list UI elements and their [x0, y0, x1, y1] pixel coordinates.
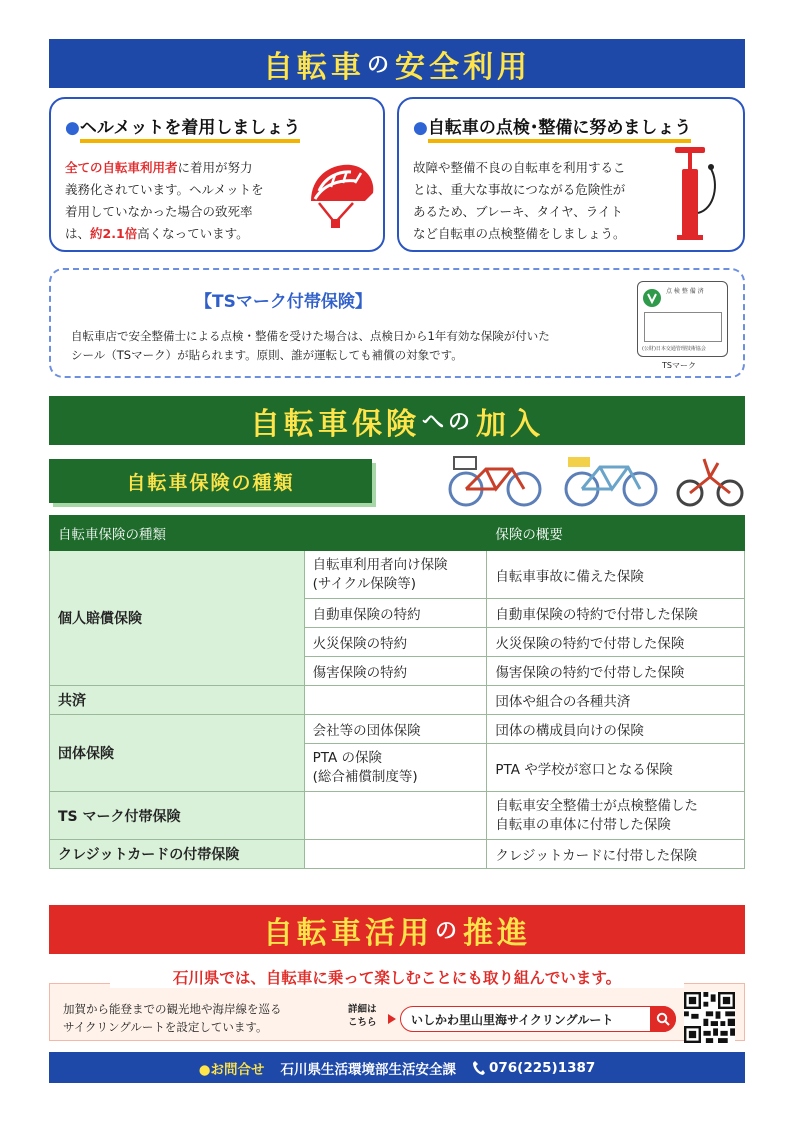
- banner-text-b: の: [434, 919, 461, 944]
- helmet-card: [49, 97, 385, 252]
- table-cell-subtype: PTA の保険 (総合補償制度等): [304, 744, 487, 792]
- detail-label-line-1: 詳細は: [348, 1004, 377, 1015]
- helmet-card-body: [65, 157, 264, 245]
- helmet-title-text: ヘルメットを着用しましょう: [80, 118, 301, 143]
- search-icon: [656, 1012, 670, 1026]
- table-cell-category: TS マーク付帯保険: [50, 792, 305, 840]
- ts-title: 【TSマーク付帯保険】: [195, 292, 372, 312]
- table-header-summary: 保険の概要: [487, 516, 745, 551]
- table-cell-desc: 自動車保険の特約で付帯した保険: [487, 599, 745, 628]
- table-cell-desc: 団体や組合の各種共済: [487, 686, 745, 715]
- section-banner-safety: [49, 39, 745, 88]
- ts-caption: TSマーク: [662, 361, 696, 370]
- table-header-row: [50, 516, 745, 551]
- section-banner-promotion: [49, 905, 745, 954]
- detail-label-line-2: こちら: [348, 1017, 377, 1028]
- table-cell-subtype: 傷害保険の特約: [304, 657, 487, 686]
- table-cell-category: 団体保険: [50, 715, 305, 792]
- insurance-types-header: 自転車保険の種類: [49, 459, 372, 503]
- inspection-line-1: 故障や整備不良の自転車を利用するこ: [413, 160, 626, 175]
- helmet-line-4a: は、: [65, 226, 91, 241]
- inspection-card-body: [413, 157, 626, 245]
- table-cell-desc: 自転車安全整備士が点検整備した 自転車の車体に付帯した保険: [487, 792, 745, 840]
- ts-mark-sticker: [637, 281, 728, 357]
- banner-text-b: の: [366, 53, 393, 78]
- table-header-type: 自転車保険の種類: [50, 516, 305, 551]
- table-row: [50, 792, 745, 840]
- helmet-emph-1: 全ての自転車利用者: [65, 160, 178, 175]
- banner-text-a: 自転車活用: [262, 915, 433, 951]
- insurance-table: [49, 515, 745, 869]
- banner-text-c: 安全利用: [395, 49, 531, 85]
- table-cell-subtype: 火災保険の特約: [304, 628, 487, 657]
- ts-body: [71, 327, 631, 365]
- table-cell-subtype: [304, 686, 487, 715]
- table-cell-desc: 火災保険の特約で付帯した保険: [487, 628, 745, 657]
- inspection-line-2: とは、重大な事故につながる危険性が: [413, 182, 626, 197]
- table-cell-desc: 団体の構成員向けの保険: [487, 715, 745, 744]
- table-row: [50, 715, 745, 744]
- bicycle-yellow-basket-icon: [562, 453, 662, 509]
- ts-sticker-org: (公財)日本交通管理技術協会: [642, 346, 706, 352]
- ts-sticker-grid: [644, 312, 722, 342]
- helmet-emph-2: 約2.1倍: [90, 226, 138, 241]
- promotion-desc: [63, 1000, 282, 1036]
- contact-phone[interactable]: 076(225)1387: [489, 1059, 596, 1076]
- table-cell-subtype: [304, 840, 487, 869]
- banner-text-c: 推進: [463, 915, 531, 951]
- helmet-line-1: に着用が努力: [177, 160, 253, 175]
- inspection-card-title: [413, 113, 691, 138]
- pump-icon: [671, 143, 727, 243]
- search-button[interactable]: [650, 1006, 676, 1032]
- bullet-icon: ●: [65, 118, 80, 138]
- contact-footer: [49, 1052, 745, 1083]
- helmet-line-2: 義務化されています。ヘルメットを: [65, 182, 264, 197]
- contact-department: 石川県生活環境部生活安全課: [280, 1061, 456, 1078]
- bicycle-basket-icon: [446, 453, 546, 509]
- table-cell-desc: クレジットカードに付帯した保険: [487, 840, 745, 869]
- inspection-title-text: 自転車の点検･整備に努めましょう: [428, 118, 692, 143]
- table-cell-subtype: 自動車保険の特約: [304, 599, 487, 628]
- phone-group[interactable]: [472, 1060, 595, 1076]
- inspection-line-4: など自転車の点検整備をしましょう。: [413, 226, 626, 241]
- table-cell-category: 個人賠償保険: [50, 551, 305, 686]
- table-cell-category: クレジットカードの付帯保険: [50, 840, 305, 869]
- promotion-headline: 石川県では、自転車に乗って楽しむことにも取り組んでいます。: [110, 966, 684, 988]
- table-row: [50, 840, 745, 869]
- table-row: [50, 686, 745, 715]
- ts-body-line-2: シール（TSマーク）が貼られます。原則、誰が運転しても補償の対象です。: [71, 348, 463, 362]
- banner-text-c: 加入: [476, 406, 544, 442]
- search-query-text[interactable]: いしかわ里山里海サイクリングルート: [411, 1013, 614, 1027]
- section-banner-insurance: [49, 396, 745, 445]
- inspection-card: [397, 97, 745, 252]
- banner-text-a: 自転車: [262, 49, 365, 85]
- table-cell-category: 共済: [50, 686, 305, 715]
- inspection-line-3: あるため、ブレーキ、タイヤ、ライト: [413, 204, 623, 219]
- bullet-icon: ●: [413, 118, 428, 138]
- qr-code-icon[interactable]: [684, 992, 735, 1043]
- banner-text-b: への: [421, 410, 474, 435]
- arrow-right-icon: [387, 1013, 397, 1025]
- helmet-line-4b: 高くなっています。: [137, 226, 249, 241]
- detail-label: [348, 1003, 377, 1029]
- promotion-desc-line-2: サイクリングルートを設定しています。: [63, 1020, 268, 1034]
- table-cell-desc: 傷害保険の特約で付帯した保険: [487, 657, 745, 686]
- ts-body-line-1: 自転車店で安全整備士による点検・整備を受けた場合は、点検日から1年有効な保険が付いた: [71, 329, 550, 343]
- table-cell-subtype: [304, 792, 487, 840]
- table-cell-desc: PTA や学校が窓口となる保険: [487, 744, 745, 792]
- promotion-desc-line-1: 加賀から能登までの観光地や海岸線を巡る: [63, 1002, 282, 1016]
- helmet-card-title: [65, 113, 300, 138]
- bicycle-folding-icon: [674, 453, 746, 509]
- ts-logo-icon: [642, 288, 662, 308]
- ts-sticker-text: 点 検 整 備 済: [666, 288, 704, 295]
- phone-icon: [472, 1060, 485, 1075]
- contact-label: ●お問合せ: [198, 1061, 265, 1078]
- table-row: [50, 551, 745, 599]
- table-header-blank: [304, 516, 487, 551]
- banner-text-a: 自転車保険: [249, 406, 420, 442]
- table-cell-desc: 自転車事故に備えた保険: [487, 551, 745, 599]
- helmet-icon: [305, 157, 377, 233]
- table-cell-subtype: 会社等の団体保険: [304, 715, 487, 744]
- table-cell-subtype: 自転車利用者向け保険 (サイクル保険等): [304, 551, 487, 599]
- helmet-line-3: 着用していなかった場合の致死率: [65, 204, 253, 219]
